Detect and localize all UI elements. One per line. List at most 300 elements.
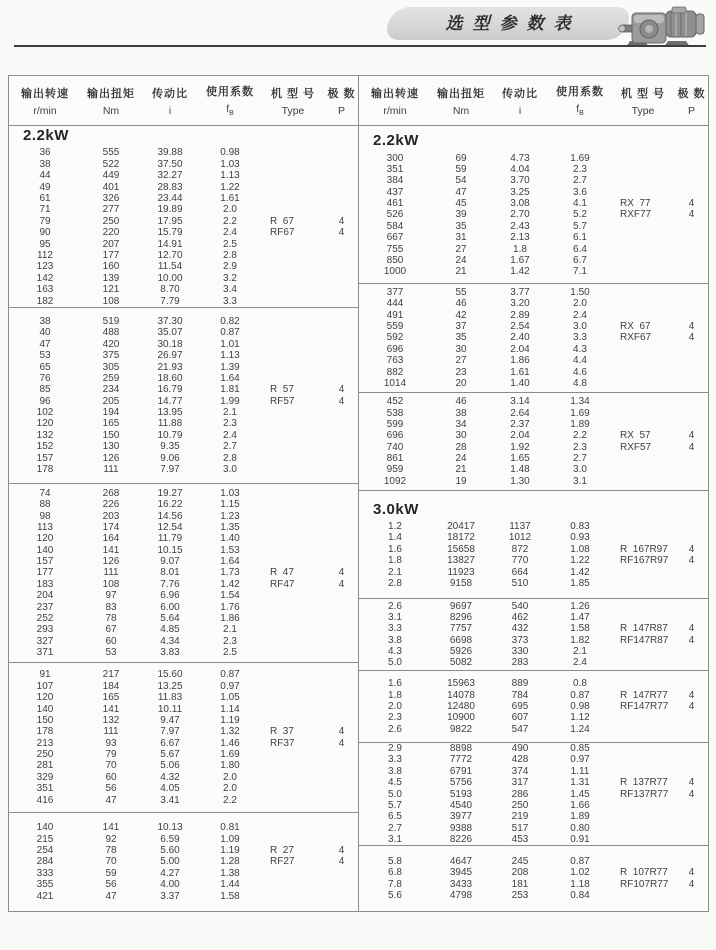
ratio-cell: 2.89 [510,309,530,321]
fb-cell: 6.4 [573,243,587,255]
ratio-cell: 4.27 [160,867,180,879]
torque-cell: 4798 [449,890,473,902]
table-row [9,834,358,845]
speed-cell: 5.6 [388,890,402,902]
speed-cell: 293 [36,624,54,636]
torque-cell: 10900 [447,712,475,724]
table-row [359,600,708,611]
ratio-cell: 547 [511,723,529,735]
torque-cell: 174 [102,521,120,533]
ratio-cell: 3.08 [510,198,530,210]
fb-cell: 1.32 [220,726,240,738]
torque-cell: 27 [455,243,467,255]
torque-cell: 305 [102,361,120,373]
type-cell: R 27 [270,845,294,857]
fb-cell: 2.3 [223,418,237,430]
ratio-cell: 4.73 [510,152,530,164]
ratio-cell: 664 [511,566,529,578]
table-row [359,355,708,366]
ratio-cell: 1.61 [510,366,530,378]
table-row [9,204,358,215]
speed-cell: 79 [39,215,51,227]
table-row [359,777,708,788]
ratio-cell: 18.60 [157,372,183,384]
ratio-cell: 37.50 [157,158,183,170]
speed-cell: 452 [386,396,404,408]
fb-cell: 3.3 [573,332,587,344]
type-cell: RF37 [270,737,295,749]
speed-cell: 177 [36,567,54,579]
fb-cell: 1.89 [570,418,590,430]
parameter-block [359,846,708,911]
ratio-cell: 6.96 [160,590,180,602]
fb-cell: 2.3 [573,163,587,175]
torque-cell: 12480 [447,700,475,712]
speed-cell: 5.7 [388,799,402,811]
table-row [359,164,708,175]
torque-cell: 53 [105,647,117,659]
speed-cell: 384 [386,175,404,187]
table-row [359,321,708,332]
type-cell: R 67 [270,215,294,227]
speed-cell: 2.8 [388,577,402,589]
ratio-cell: 462 [511,611,529,623]
speed-cell: 284 [36,856,54,868]
table-row [9,452,358,463]
parameter-block [359,491,708,599]
speed-cell: 1.8 [388,689,402,701]
table-row [9,327,358,338]
type-cell: R 37 [270,726,294,738]
type-cell: R 137R77 [620,777,668,789]
fb-cell: 0.91 [570,834,590,846]
table-row [9,647,358,658]
table-row [359,298,708,309]
table-row [9,350,358,361]
ratio-cell: 7.97 [160,464,180,476]
pole-cell: 4 [338,856,345,868]
table-row [359,198,708,209]
torque-cell: 7757 [449,623,473,635]
ratio-cell: 35.07 [157,327,183,339]
ratio-cell: 432 [511,623,529,635]
fb-cell: 1.35 [220,521,240,533]
speed-cell: 96 [39,395,51,407]
table-row [359,453,708,464]
torque-cell: 11923 [447,566,475,578]
ratio-cell: 15.79 [157,227,183,239]
page-title-banner [388,7,628,40]
speed-cell: 592 [386,332,404,344]
speed-cell: 178 [36,726,54,738]
torque-cell: 250 [102,215,120,227]
table-row [359,532,708,543]
speed-cell: 444 [386,298,404,310]
pole-cell: 4 [338,726,345,738]
torque-cell: 130 [102,441,120,453]
ratio-cell: 330 [511,646,529,658]
ratio-cell: 1137 [509,521,531,533]
torque-cell: 79 [105,749,117,761]
speed-cell: 2.6 [388,600,402,612]
fb-cell: 1.23 [220,510,240,522]
type-cell: RX 67 [620,321,651,333]
table-row [359,209,708,220]
speed-cell: 88 [39,499,51,511]
speed-cell: 90 [39,227,51,239]
ratio-cell: 5.00 [160,856,180,868]
ratio-cell: 5.64 [160,613,180,625]
torque-cell: 14078 [447,689,475,701]
fb-cell: 1.08 [570,543,590,555]
torque-cell: 70 [105,856,117,868]
torque-cell: 18172 [447,532,475,544]
ratio-cell: 453 [511,834,529,846]
speed-cell: 959 [386,464,404,476]
torque-cell: 55 [455,286,467,298]
fb-cell: 0.97 [220,680,240,692]
torque-cell: 37 [455,321,467,333]
fb-cell: 1.15 [220,499,240,511]
speed-cell: 182 [36,295,54,307]
fb-cell: 1.19 [220,714,240,726]
torque-cell: 20 [455,378,467,390]
parameter-block [359,743,708,846]
table-row [9,430,358,441]
fb-cell: 1.69 [220,749,240,761]
table-row [359,344,708,355]
ratio-cell: 1.67 [510,255,530,267]
torque-cell: 35 [455,332,467,344]
table-header-right [359,76,708,126]
header-service-factor: 使用系数 $f_B$ [206,86,254,118]
table-row [359,419,708,430]
ratio-cell: 26.97 [157,350,183,362]
pole-cell: 4 [688,623,695,635]
speed-cell: 250 [36,749,54,761]
ratio-cell: 2.54 [510,321,530,333]
table-row [9,464,358,475]
fb-cell: 1.89 [570,811,590,823]
table-row [359,657,708,668]
torque-cell: 9388 [449,822,473,834]
type-cell: R 147R87 [620,623,668,635]
speed-cell: 44 [39,170,51,182]
type-cell: RF57 [270,395,295,407]
ratio-cell: 219 [511,811,529,823]
fb-cell: 2.5 [223,647,237,659]
torque-cell: 5926 [449,646,473,658]
ratio-cell: 16.79 [157,384,183,396]
speed-cell: 40 [39,327,51,339]
fb-cell: 1.76 [220,601,240,613]
torque-cell: 203 [102,510,120,522]
fb-cell: 6.7 [573,255,587,267]
fb-cell: 1.12 [570,712,590,724]
torque-cell: 42 [455,309,467,321]
speed-cell: 1.6 [388,678,402,690]
table-row [9,868,358,879]
fb-cell: 1.05 [220,692,240,704]
table-row [9,715,358,726]
speed-cell: 526 [386,209,404,221]
table-row [9,316,358,327]
table-row [359,175,708,186]
table-row [359,867,708,878]
fb-cell: 3.0 [573,464,587,476]
torque-cell: 160 [102,261,120,273]
speed-cell: 85 [39,384,51,396]
fb-cell: 6.1 [573,232,587,244]
torque-cell: 47 [455,186,467,198]
speed-cell: 140 [36,544,54,556]
table-row [9,556,358,567]
table-row [9,407,358,418]
torque-cell: 28 [455,441,467,453]
torque-cell: 164 [102,533,120,545]
speed-cell: 740 [386,441,404,453]
type-cell: RF137R77 [620,788,669,800]
speed-cell: 163 [36,284,54,296]
table-row [9,295,358,306]
torque-cell: 5193 [449,788,473,800]
fb-cell: 1.58 [220,890,240,902]
table-row [359,187,708,198]
fb-cell: 1.22 [570,555,590,567]
fb-cell: 0.84 [570,890,590,902]
fb-cell: 1.73 [220,567,240,579]
table-row [9,856,358,867]
speed-cell: 237 [36,601,54,613]
speed-cell: 157 [36,452,54,464]
torque-cell: 121 [102,284,120,296]
ratio-cell: 13.95 [157,407,183,419]
torque-cell: 326 [102,193,120,205]
ratio-cell: 2.04 [510,430,530,442]
fb-cell: 1.66 [570,799,590,811]
ratio-cell: 6.00 [160,601,180,613]
fb-cell: 0.93 [570,532,590,544]
ratio-cell: 695 [511,700,529,712]
parameter-block [9,484,358,663]
table-row [9,613,358,624]
fb-cell: 4.3 [573,343,587,355]
table-row [359,788,708,799]
torque-cell: 21 [455,464,467,476]
torque-cell: 217 [102,669,120,681]
speed-cell: 377 [386,286,404,298]
ratio-cell: 181 [511,878,529,890]
fb-cell: 1.64 [220,372,240,384]
speed-cell: 107 [36,680,54,692]
type-cell: RX 57 [620,430,651,442]
torque-cell: 522 [102,158,120,170]
pole-cell: 4 [688,321,695,333]
torque-cell: 92 [105,833,117,845]
speed-cell: 5.0 [388,788,402,800]
speed-cell: 53 [39,350,51,362]
ratio-cell: 540 [511,600,529,612]
table-row [359,152,708,163]
pole-cell: 4 [688,788,695,800]
torque-cell: 3977 [449,811,473,823]
fb-cell: 5.2 [573,209,587,221]
torque-cell: 259 [102,372,120,384]
table-row [9,624,358,635]
ratio-cell: 30.18 [157,338,183,350]
table-row [9,250,358,261]
ratio-cell: 39.88 [157,147,183,159]
table-row [359,310,708,321]
torque-cell: 46 [455,396,467,408]
table-row [9,703,358,714]
fb-cell: 1.01 [220,338,240,350]
selection-parameter-table [8,75,709,912]
table-row [359,646,708,657]
ratio-cell: 428 [511,754,529,766]
speed-cell: 861 [386,453,404,465]
ratio-cell: 14.91 [157,238,183,250]
table-row [359,743,708,754]
header-poles: 极 数 P [327,87,356,117]
ratio-cell: 2.40 [510,332,530,344]
table-row [359,701,708,712]
ratio-cell: 317 [511,777,529,789]
fb-cell: 1.34 [570,396,590,408]
torque-cell: 184 [102,680,120,692]
torque-cell: 60 [105,635,117,647]
fb-cell: 4.8 [573,378,587,390]
ratio-cell: 8.70 [160,284,180,296]
table-row [9,261,358,272]
fb-cell: 0.87 [570,689,590,701]
fb-cell: 0.85 [570,743,590,754]
torque-cell: 23 [455,366,467,378]
table-row [359,464,708,475]
table-row [9,227,358,238]
ratio-cell: 374 [511,765,529,777]
type-cell: RXF67 [620,332,652,344]
ratio-cell: 5.67 [160,749,180,761]
ratio-cell: 245 [511,855,529,867]
torque-cell: 93 [105,737,117,749]
fb-cell: 1.19 [220,845,240,857]
speed-cell: 1.6 [388,543,402,555]
type-cell: RXF57 [620,441,652,453]
table-row [9,396,358,407]
speed-cell: 7.8 [388,878,402,890]
torque-cell: 4647 [449,855,473,867]
torque-cell: 3433 [449,878,473,890]
speed-cell: 1000 [383,266,407,278]
fb-cell: 1.03 [220,487,240,499]
speed-cell: 3.1 [388,611,402,623]
pole-cell: 4 [688,878,695,890]
torque-cell: 111 [103,464,119,476]
torque-cell: 420 [102,338,120,350]
fb-cell: 3.0 [573,321,587,333]
table-row [359,623,708,634]
fb-cell: 4.4 [573,355,587,367]
fb-cell: 0.82 [220,315,240,327]
fb-cell: 1.22 [220,181,240,193]
pole-cell: 4 [338,395,345,407]
table-header-left [9,76,358,126]
ratio-cell: 6.67 [160,737,180,749]
speed-cell: 91 [39,669,51,681]
speed-cell: 61 [39,193,51,205]
ratio-cell: 19.89 [157,204,183,216]
ratio-cell: 7.97 [160,726,180,738]
fb-cell: 2.0 [573,298,587,310]
fb-cell: 1.39 [220,361,240,373]
header-speed: 输出转速 r/min [371,87,419,117]
pole-cell: 4 [688,332,695,344]
speed-cell: 461 [386,198,404,210]
ratio-cell: 1.86 [510,355,530,367]
torque-cell: 9158 [449,577,473,589]
ratio-cell: 32.27 [157,170,183,182]
ratio-cell: 4.05 [160,783,180,795]
table-row [359,407,708,418]
torque-cell: 19 [455,475,467,487]
ratio-cell: 15.60 [157,669,183,681]
ratio-cell: 283 [511,657,529,669]
table-row [359,332,708,343]
table-row [359,678,708,689]
ratio-cell: 16.22 [157,499,183,511]
type-cell: RXF77 [620,209,652,221]
torque-cell: 24 [455,453,467,465]
ratio-cell: 10.00 [157,272,183,284]
torque-cell: 67 [105,624,117,636]
torque-cell: 5756 [449,777,473,789]
speed-cell: 4.3 [388,646,402,658]
table-row [9,772,358,783]
speed-cell: 120 [36,533,54,545]
fb-cell: 2.5 [223,238,237,250]
torque-cell: 15658 [447,543,475,555]
ratio-cell: 9.35 [160,441,180,453]
torque-cell: 6698 [449,634,473,646]
speed-cell: 102 [36,407,54,419]
table-row [9,273,358,284]
speed-cell: 95 [39,238,51,250]
torque-cell: 30 [455,343,467,355]
ratio-cell: 13.25 [157,680,183,692]
speed-cell: 559 [386,321,404,333]
pole-cell: 4 [338,737,345,749]
ratio-cell: 3.14 [510,396,530,408]
speed-cell: 371 [36,647,54,659]
torque-cell: 165 [102,692,120,704]
power-rating-label: 3.0kW [373,500,419,518]
ratio-cell: 11.83 [157,692,183,704]
table-row [359,378,708,389]
fb-cell: 1.11 [570,765,590,777]
table-row [9,216,358,227]
speed-cell: 333 [36,867,54,879]
ratio-cell: 5.60 [160,845,180,857]
page-title: 选型参数表 [445,14,581,33]
pole-cell: 4 [688,555,695,567]
fb-cell: 1.50 [570,286,590,298]
speed-cell: 2.7 [388,822,402,834]
type-cell: RX 77 [620,198,651,210]
speed-cell: 150 [36,714,54,726]
table-row [9,545,358,556]
speed-cell: 3.1 [388,834,402,846]
